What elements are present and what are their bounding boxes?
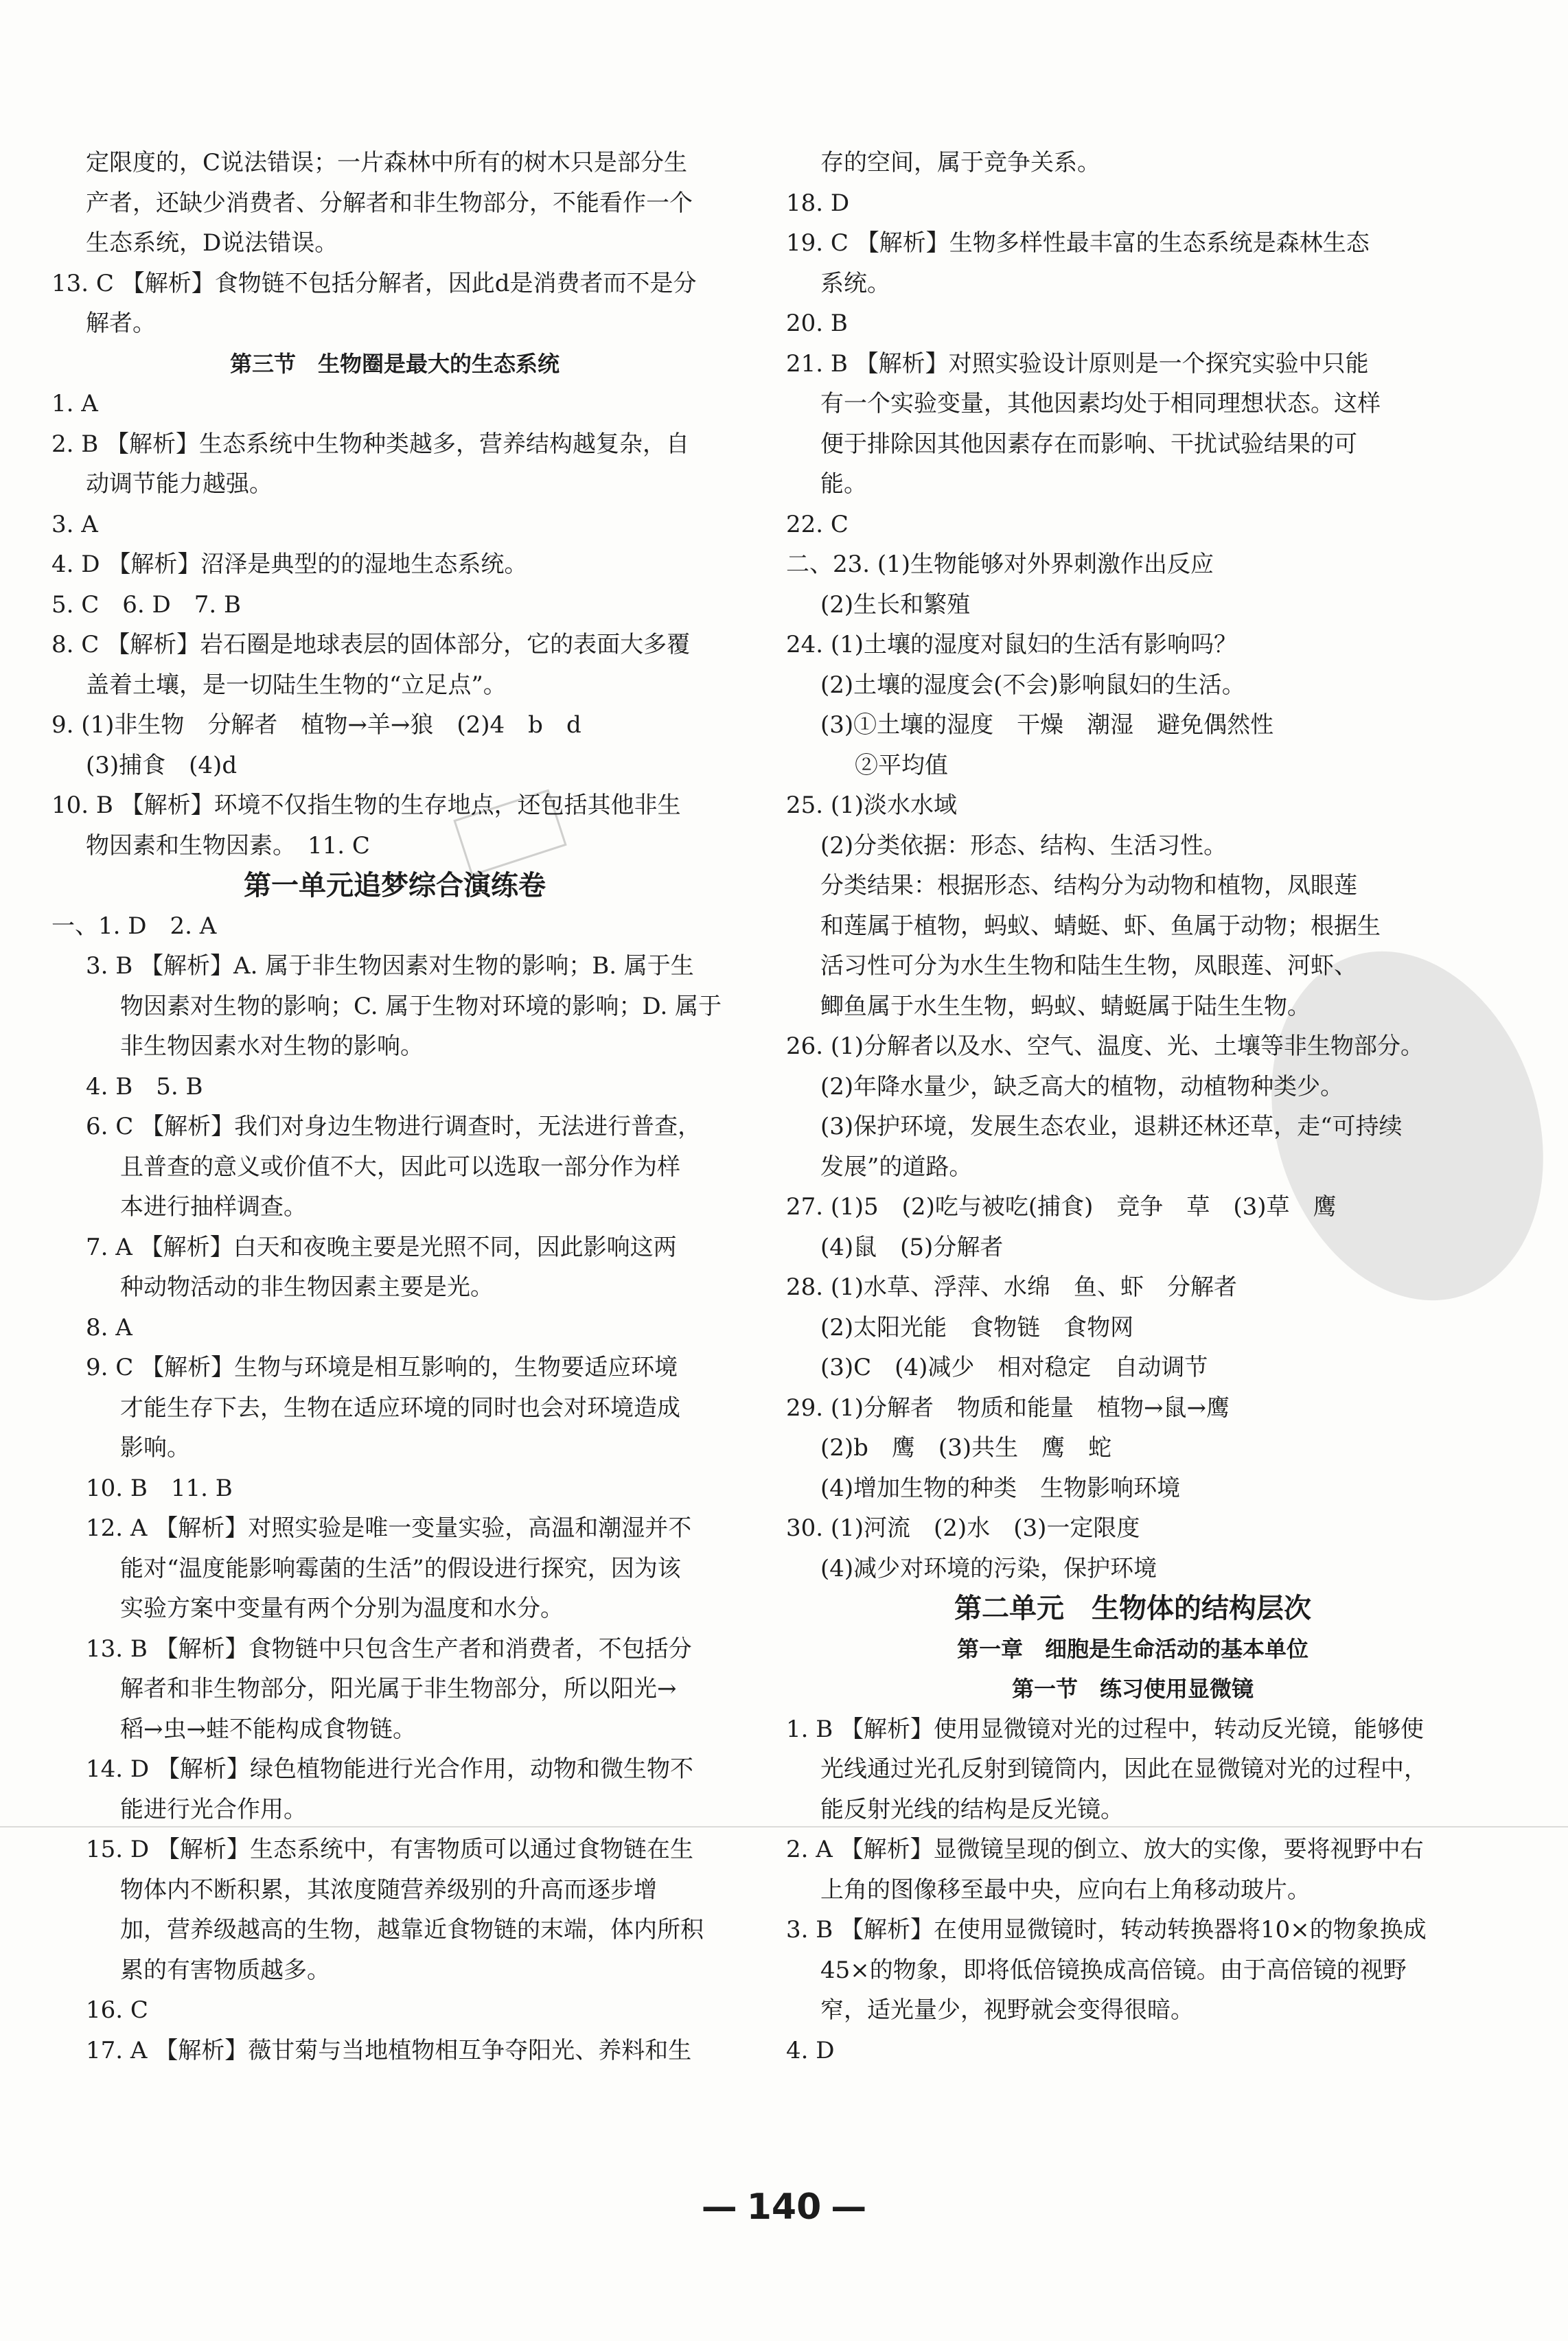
answer-line: 鲫鱼属于水生生物，蚂蚁、蜻蜓属于陆生生物。 [820, 992, 1311, 1020]
answer-line: 二、23. (1)生物能够对外界刺激作出反应 [786, 551, 1214, 578]
answer-line: 定限度的，C说法错误；一片森林中所有的树木只是部分生 [86, 149, 688, 176]
section-heading: 第一节 练习使用显微镜 [1011, 1676, 1254, 1702]
answer-line: 3. A [51, 510, 98, 538]
answer-line: (4)鼠 (5)分解者 [820, 1233, 1004, 1261]
answer-line: 活习性可分为水生生物和陆生生物，凤眼莲、河虾、 [820, 952, 1357, 980]
answer-line: 6. C 【解析】我们对身边生物进行调查时，无法进行普查， [86, 1113, 702, 1140]
answer-line: 9. C 【解析】生物与环境是相互影响的，生物要适应环境 [86, 1354, 678, 1381]
answer-line: 能反射光线的结构是反光镜。 [820, 1795, 1124, 1823]
answer-line: 8. A [86, 1313, 132, 1341]
answer-line: 17. A 【解析】薇甘菊与当地植物相互争夺阳光、养料和生 [86, 2036, 692, 2064]
answer-line: 累的有害物质越多。 [120, 1956, 330, 1984]
answer-line: 27. (1)5 (2)吃与被吃(捕食) 竞争 草 (3)草 鹰 [786, 1193, 1337, 1221]
answer-line: 13. B 【解析】食物链中只包含生产者和消费者，不包括分 [86, 1635, 692, 1663]
answer-line: 发展”的道路。 [820, 1153, 973, 1181]
answer-line: (4)增加生物的种类 生物影响环境 [820, 1474, 1181, 1502]
answer-line: (3)①土壤的湿度 干燥 潮湿 避免偶然性 [820, 711, 1274, 739]
answer-line: 盖着土壤，是一切陆生生物的“立足点”。 [86, 671, 507, 699]
answer-line: 24. (1)土壤的湿度对鼠妇的生活有影响吗？ [786, 631, 1238, 658]
answer-line: 1. B 【解析】使用显微镜对光的过程中，转动反光镜，能够使 [786, 1715, 1425, 1743]
answer-line: 物因素对生物的影响；C. 属于生物对环境的影响；D. 属于 [120, 992, 722, 1020]
answer-line: 4. B 5. B [86, 1072, 203, 1100]
answer-line: 2. B 【解析】生态系统中生物种类越多，营养结构越复杂，自 [51, 430, 690, 458]
answer-line: (2)年降水量少，缺乏高大的植物，动植物种类少。 [820, 1072, 1344, 1100]
answer-line: (2)分类依据：形态、结构、生活习性。 [820, 831, 1227, 860]
answer-line: ②平均值 [855, 751, 948, 779]
answer-line: 和莲属于植物，蚂蚁、蜻蜓、虾、鱼属于动物；根据生 [820, 912, 1381, 940]
answer-line: (2)b 鹰 (3)共生 鹰 蛇 [820, 1434, 1112, 1462]
answer-line: (3)保护环境，发展生态农业，退耕还林还草，走“可持续 [820, 1113, 1403, 1140]
answer-line: 有一个实验变量，其他因素均处于相同理想状态。这样 [820, 390, 1381, 417]
answer-line: 物体内不断积累，其浓度随营养级别的升高而逐步增 [120, 1876, 657, 1904]
answer-line: 便于排除因其他因素存在而影响、干扰试验结果的可 [820, 430, 1357, 458]
answer-line: 18. D [786, 189, 850, 217]
answer-line: 21. B 【解析】对照实验设计原则是一个探究实验中只能 [786, 349, 1369, 378]
answer-line: 一、1. D 2. A [51, 912, 217, 940]
answer-line: 3. B 【解析】在使用显微镜时，转动转换器将10×的物象换成 [786, 1916, 1427, 1944]
answer-line: 窄，适光量少，视野就会变得很暗。 [820, 1996, 1194, 2024]
answer-line: 稻→虫→蛙不能构成食物链。 [120, 1715, 416, 1743]
right-column [786, 143, 1479, 2071]
answer-line: 29. (1)分解者 物质和能量 植物→鼠→鹰 [786, 1394, 1230, 1422]
answer-line: 26. (1)分解者以及水、空气、温度、光、土壤等非生物部分。 [786, 1033, 1425, 1060]
answer-line: (2)土壤的湿度会(不会)影响鼠妇的生活。 [820, 671, 1245, 699]
answer-line: 实验方案中变量有两个分别为温度和水分。 [120, 1595, 564, 1622]
answer-line: 解者和非生物部分，阳光属于非生物部分，所以阳光→ [120, 1675, 677, 1703]
section-heading: 第一单元追梦综合演练卷 [244, 870, 546, 901]
answer-line: 13. C 【解析】食物链不包括分解者，因此d是消费者而不是分 [51, 269, 697, 297]
answer-line: 光线通过光孔反射到镜筒内，因此在显微镜对光的过程中， [820, 1755, 1427, 1783]
answer-line: 4. D [786, 2036, 835, 2064]
answer-line: 7. A 【解析】白天和夜晚主要是光照不同，因此影响这两 [86, 1233, 677, 1261]
answer-line: 22. C [786, 510, 849, 538]
answer-line: 20. B [786, 310, 848, 337]
answer-line: (2)太阳光能 食物链 食物网 [820, 1313, 1134, 1341]
answer-line: 45×的物象，即将低倍镜换成高倍镜。由于高倍镜的视野 [820, 1956, 1407, 1984]
answer-line: 9. (1)非生物 分解者 植物→羊→狼 (2)4 b d [51, 711, 581, 739]
answer-line: 能进行光合作用。 [120, 1795, 307, 1823]
answer-line: 30. (1)河流 (2)水 (3)一定限度 [786, 1514, 1140, 1542]
answer-line: (3)捕食 (4)d [86, 751, 238, 779]
answer-line: 2. A 【解析】显微镜呈现的倒立、放大的实像，要将视野中右 [786, 1836, 1424, 1863]
answer-line: 12. A 【解析】对照实验是唯一变量实验，高温和潮湿并不 [86, 1514, 692, 1542]
answer-line: 15. D 【解析】生态系统中，有害物质可以通过食物链在生 [86, 1836, 693, 1863]
answer-line: (4)减少对环境的污染，保护环境 [820, 1554, 1157, 1582]
answer-line: 物因素和生物因素。 11. C [86, 831, 370, 860]
answer-line: 系统。 [820, 269, 890, 297]
answer-line: 25. (1)淡水水域 [786, 792, 958, 819]
answer-line: 影响。 [120, 1434, 190, 1462]
section-heading: 第三节 生物圈是最大的生态系统 [229, 350, 560, 377]
section-heading: 第二单元 生物体的结构层次 [954, 1593, 1311, 1624]
left-column [51, 143, 738, 2071]
answer-line: 5. C 6. D 7. B [51, 590, 242, 619]
answer-line: 本进行抽样调查。 [120, 1193, 307, 1221]
answer-line: 存的空间，属于竞争关系。 [820, 149, 1100, 176]
answer-line: 4. D 【解析】沼泽是典型的的湿地生态系统。 [51, 551, 528, 578]
answer-line: 种动物活动的非生物因素主要是光。 [120, 1273, 494, 1301]
answer-line: (3)C (4)减少 相对稳定 自动调节 [820, 1354, 1208, 1381]
answer-line: 16. C [86, 1996, 148, 2024]
page-number: — 140 — [0, 2187, 1568, 2228]
answer-line: 14. D 【解析】绿色植物能进行光合作用，动物和微生物不 [86, 1755, 693, 1783]
answer-line: 加，营养级越高的生物，越靠近食物链的末端，体内所积 [120, 1916, 704, 1944]
answer-line: 且普查的意义或价值不大，因此可以选取一部分作为样 [120, 1153, 680, 1181]
answer-line: 10. B 【解析】环境不仅指生物的生存地点，还包括其他非生 [51, 792, 681, 819]
answer-line: 动调节能力越强。 [86, 470, 273, 498]
answer-line: 上角的图像移至最中央，应向右上角移动玻片。 [820, 1876, 1311, 1904]
answer-line: 解者。 [86, 310, 156, 337]
answer-line: 8. C 【解析】岩石圈是地球表层的固体部分，它的表面大多覆 [51, 631, 691, 658]
answer-line: (2)生长和繁殖 [820, 590, 971, 619]
answer-line: 28. (1)水草、浮萍、水绵 鱼、虾 分解者 [786, 1273, 1238, 1301]
answer-line: 能。 [820, 470, 867, 498]
answer-line: 非生物因素水对生物的影响。 [120, 1033, 424, 1060]
answer-line: 19. C 【解析】生物多样性最丰富的生态系统是森林生态 [786, 229, 1370, 257]
answer-line: 才能生存下去，生物在适应环境的同时也会对环境造成 [120, 1394, 680, 1422]
answer-line: 能对“温度能影响霉菌的生活”的假设进行探究，因为该 [120, 1554, 681, 1582]
answer-line: 1. A [51, 390, 98, 417]
section-heading: 第一章 细胞是生命活动的基本单位 [956, 1635, 1308, 1662]
answer-line: 生态系统，D说法错误。 [86, 229, 338, 257]
answer-line: 产者，还缺少消费者、分解者和非生物部分，不能看作一个 [86, 189, 693, 217]
answer-line: 分类结果：根据形态、结构分为动物和植物，凤眼莲 [820, 872, 1357, 899]
answer-line: 3. B 【解析】A. 属于非生物因素对生物的影响；B. 属于生 [86, 952, 694, 980]
answer-line: 10. B 11. B [86, 1474, 233, 1502]
